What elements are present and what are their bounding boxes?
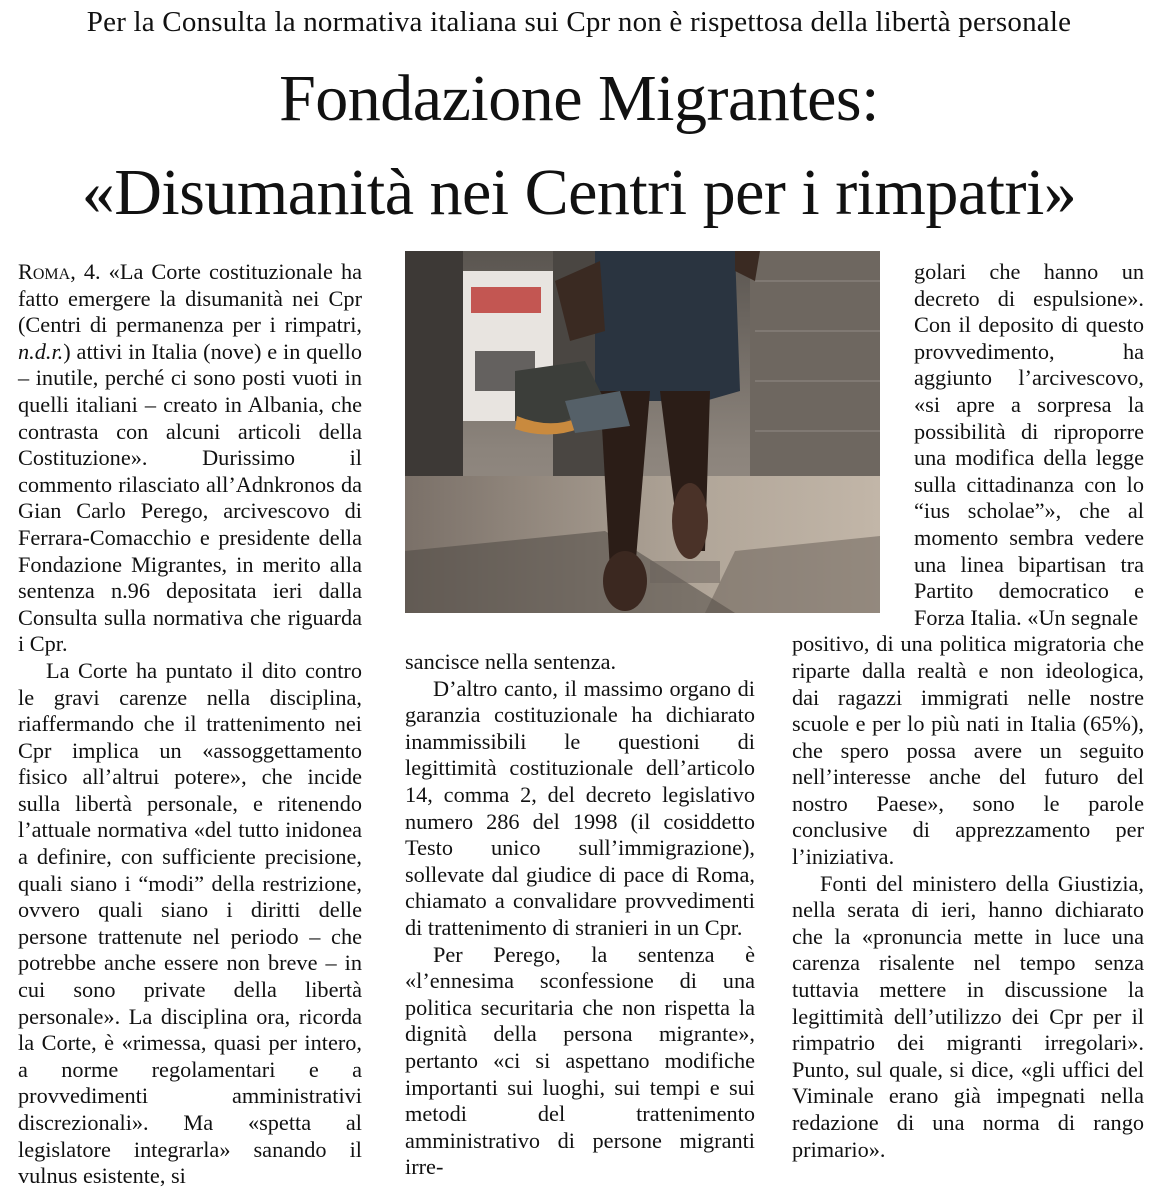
- headline-line-1: Fondazione Migrantes:: [279, 62, 879, 135]
- paragraph-fonti: Fonti del ministero della Giustizia, nella serata di ieri, hanno dichiarato che la «pronuncia mette in luce una carenza risalente nel tempo senza tuttavia mettere in discussione la legittimità dell’utilizzo dei Cpr per il rimpatrio dei migranti irregolari». Punto, sul quale, si dice, «gli uffici del Viminale erano già impegnati nella redazione di una norma di rango primario».: [792, 870, 1144, 1162]
- dateline-text: , 4. «La Corte costituzionale ha fatto emergere la disumanità nei Cpr (Centri di permanenza per i rimpatri,: [18, 259, 362, 338]
- paragraph-corte: La Corte ha puntato il dito contro le gravi carenze nella disciplina, riaffermando che il trattenimento nei Cpr implica un «assoggettamento fisico all’altrui potere», che incide sulla libertà personale, e ritenendo l’attuale normativa «del tutto inidonea a definire, con sufficiente precisione, quali siano i “modi” della restrizione, ovvero quali siano i diritti delle persone trattenute nel periodo – che potrebbe anche essere non breve – in cui sono private della libertà personale». La disciplina ora, ricorda la Corte, è «rimessa, quasi per intero, a norme regolamentari e a provvedimenti amministrativi discrezionali». Ma «spetta al legislatore integrarla» sanando il vulnus esistente, si: [18, 657, 362, 1189]
- article-column-1: [18, 259, 362, 1190]
- paragraph-altro-canto: D’altro canto, il massimo organo di garanzia costituzionale ha dichiarato inammissibili le questioni di legittimità costituzionale dell’articolo 14, comma 2, del decreto legislativo numero 286 del 1998 (il cosiddetto Testo unico sull’immigrazione), sollevate dal giudice di pace di Roma, chiamato a convalidare provvedimenti di trattenimento di stranieri in un Cpr.: [405, 675, 755, 940]
- article-column-3: [792, 259, 1144, 1163]
- paragraph-positivo: positivo, di una politica migratoria che riparte dalla realtà e non ideologica, dai ragazzi immigrati nelle nostre scuole e per lo più nati in Italia (65%), che spero possa avere un seguito nell’interesse anche del futuro del nostro Paese», sono le parole conclusive di apprezzamento per l’iniziativa.: [792, 631, 1144, 870]
- dateline-city: Roma: [18, 259, 71, 284]
- paragraph-lead: [18, 259, 362, 658]
- article-column-2: [405, 649, 755, 1181]
- kicker: Per la Consulta la normativa italiana sui Cpr non è rispettosa della libertà personale: [86, 6, 1072, 38]
- headline-line-2: «Disumanità nei Centri per i rimpatri»: [81, 156, 1077, 229]
- lead-text: ) attivi in Italia (nove) e in quello – inutile, perché ci sono posti vuoti in quelli italiani – creato in Albania, che contrasta con alcuni articoli della Costituzione». Durissimo il commento rilasciato all’Adnkronos da Gian Carlo Perego, arcivescovo di Ferrara-Comacchio e presidente della Fondazione Migrantes, in merito alla sentenza n.96 depositata ieri dalla Consulta sulla normativa che riguarda i Cpr.: [18, 338, 362, 657]
- paragraph-golari: golari che hanno un decreto di espulsione». Con il deposito di questo provvedimento, ha aggiunto l’arcivescovo, «si apre a sorpresa la possibilità di riproporre una modifica della legge sulla cittadinanza con lo “ius scholae”», che al momento sembra vedere una linea bipartisan tra Partito democratico e Forza Italia. «Un segnale: [914, 259, 1144, 630]
- paragraph-perego: Per Perego, la sentenza è «l’ennesima sconfessione di una politica securitaria che non rispetta la dignità della persona migrante», pertanto «ci si aspettano modifiche importanti sui luoghi, sui tempi e sui metodi del trattenimento amministrativo di persone migranti irre-: [405, 941, 755, 1180]
- ndr-abbrev: n.d.r.: [18, 338, 64, 364]
- paragraph-sentenza: sancisce nella sentenza.: [405, 649, 617, 674]
